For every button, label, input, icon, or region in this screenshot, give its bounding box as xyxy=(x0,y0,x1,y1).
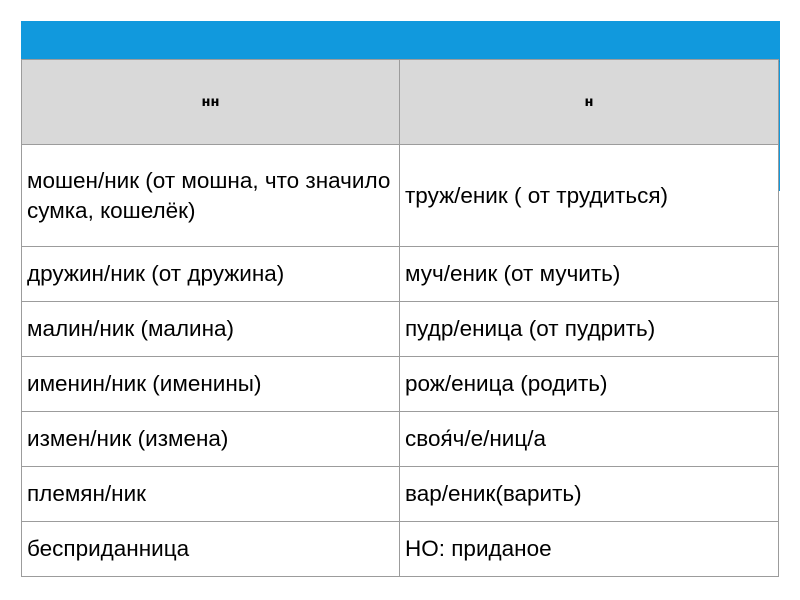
banner-top-strip xyxy=(21,21,780,62)
table-header-row xyxy=(22,60,779,145)
table-row xyxy=(22,412,779,467)
table-row xyxy=(22,302,779,357)
spelling-table xyxy=(21,59,779,577)
cell-nn: племян/ник xyxy=(22,467,400,522)
cell-nn: дружин/ник (от дружина) xyxy=(22,247,400,302)
cell-nn: измен/ник (измена) xyxy=(22,412,400,467)
table-row xyxy=(22,522,779,577)
header-double-n: нн xyxy=(22,60,400,145)
table-row xyxy=(22,145,779,247)
table-row xyxy=(22,247,779,302)
cell-n: муч/еник (от мучить) xyxy=(400,247,779,302)
table-row xyxy=(22,467,779,522)
table-row xyxy=(22,357,779,412)
cell-nn: именин/ник (именины) xyxy=(22,357,400,412)
cell-nn: бесприданница xyxy=(22,522,400,577)
header-single-n: н xyxy=(400,60,779,145)
cell-n: пудр/еница (от пудрить) xyxy=(400,302,779,357)
cell-nn: мошен/ник (от мошна, что значило сумка, кошелёк) xyxy=(22,145,400,247)
cell-n: вар/еник(варить) xyxy=(400,467,779,522)
cell-n: своя́ч/е/ниц/а xyxy=(400,412,779,467)
cell-n: рож/еница (родить) xyxy=(400,357,779,412)
cell-n: труж/еник ( от трудиться) xyxy=(400,145,779,247)
cell-n: НО: приданое xyxy=(400,522,779,577)
cell-nn: малин/ник (малина) xyxy=(22,302,400,357)
